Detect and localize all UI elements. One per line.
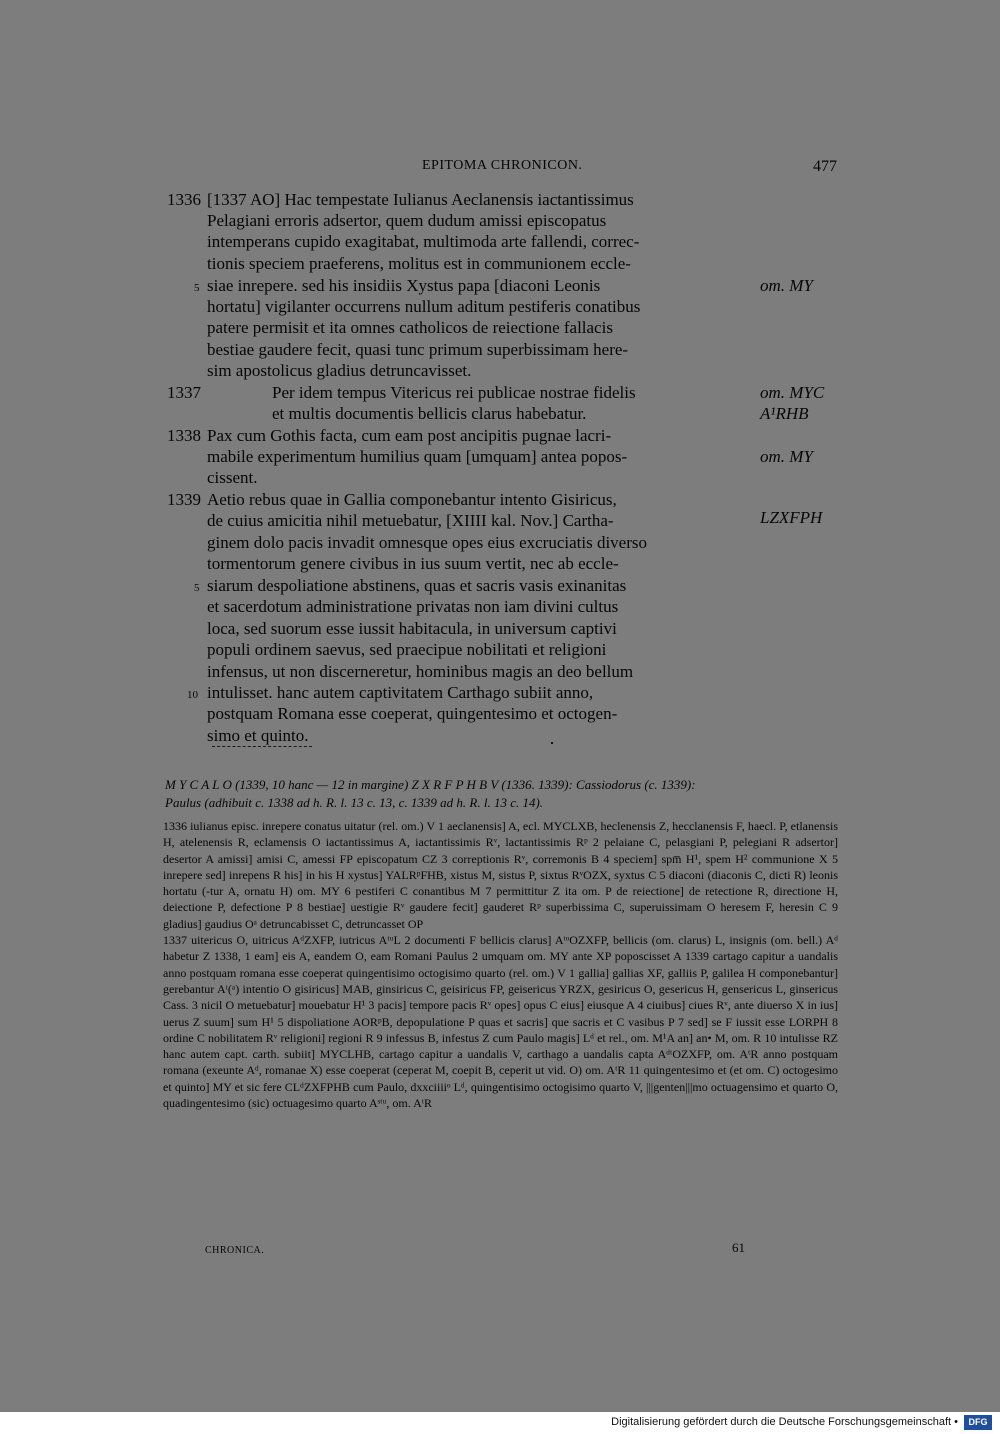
text-line: patere permisit et ita omnes catholicos de reiectione fallacis [207,318,613,337]
funding-notice: Digitalisierung gefördert durch die Deutsche Forschungsgemeinschaft • [611,1416,958,1428]
text-line: bestiae gaudere fecit, quasi tunc primum superbissimam here- [207,340,629,359]
text-line: sim apostolicus gladius detruncavisset. [207,361,472,380]
text-line: cissent. [207,468,258,487]
text-line: loca, sed suorum esse iussit habitacula, in universum captivi [207,619,617,638]
text-line: siarum despoliatione abstinens, quas et sacris vasis exinanitas [207,576,627,595]
dfg-logo-icon: DFG [964,1415,992,1430]
line-marker: 5 [194,582,200,594]
apparatus-paragraph: 1336 iulianus episc. inrepere conatus uitatur (rel. om.) V 1 aeclanensis] A, ecl. MYCLXB, heclenensis Z, hecclanensis F, haecl. P, etlanensis H, atelenensis R, eclamensis O iactantissimus A, iactantissimis Rᵛ, lactantissimis Rᵖ 2 pelaiane C, pelasgiani P, pelegiani R adsertor] desertor A amissi] amisi C, amessi FP episcopatum CZ 3 correptionis Rᵛ, corremonis B 4 speciem] spm̅ H¹, spem H² communione X 5 inrepere sed] inrepens R his] in his H xystus] YALRᵖFHB, xistus M, sistus P, sixtus RᵛOZX, syxtus C 5 diaconi (diaconis C, dicti R) leonis hortatu (-tur A, ornatu H) om. MY 6 pestiferi C conantibus M 7 permittitur Z ita om. P de reiectione] de retectione R, directione H, deiectione P, defectione P 8 bestiae] uestigie Rᵛ gaudere fecit] gauderet Rᵖ superbissima C, superuissimam O heresem F, heresin C 9 gladius] gaudius Oᵃ detruncabisset C, detruncasset OP [163,819,838,931]
line-marker: 10 [187,689,198,701]
margin-note: om. MY [760,447,813,466]
text-line: de cuius amicitia nihil metuebatur, [XIIII kal. Nov.] Cartha- [207,511,614,530]
entry-number: 1339 [167,490,201,509]
section-rule [212,746,312,747]
sources-line: M Y C A L O (1339, 10 hanc — 12 in margine) Z X R F P H B V (1336. 1339): Cassiodorus (c. 1339): [165,777,696,792]
entry-number: 1336 [167,190,201,209]
text-line: siae inrepere. sed his insidiis Xystus papa [diaconi Leonis [207,276,601,295]
text-line: Aetio rebus quae in Gallia componebantur intento Gisiricus, [207,490,617,509]
text-line: Per idem tempus Vitericus rei publicae nostrae fidelis [272,383,636,402]
signature-mark: CHRONICA. [205,1245,265,1256]
text-line: et multis documentis bellicis clarus habebatur. [272,404,587,423]
margin-note: LZXFPH [760,508,823,527]
text-line: hortatu] vigilanter occurrens nullum aditum pestiferis conatibus [207,297,641,316]
apparatus-paragraph: 1337 uitericus O, uitricus AᵈZXFP, iutricus AᵗᵘL 2 documenti F bellicis clarus] AᵗᵒOZXFP, bellicis (om. clarus) L, insignis (om. bell.) Aᵈ habetur Z 1338, 1 eam] eis A, eandem O, eam Romani Paulus 2 umquam om. MY ante XP poposcisset A 1339 cartago capitur a uandalis anno postquam romana esse coeperat quingentisimo octogisimo quarto (rel. om.) V 1 gallia] gallias XF, galliis P, galilea H componebantur] gerebantur Aᵗ(ᵃ) intentio O gisiricus] MAB, ginsiricus C, geisiricus FP, geisericus YRZX, gesiricus O, gesericus H, gensericus L, ginsericus Cass. 3 nicil O metuebatur] mouebatur H¹ 3 pacis] tempore pacis Rᵛ opes] opus C eius] eiusque A 4 ciuibus] ciues Rᵛ, ante diuerso X in ius] uerus Z suum] sum H¹ 5 dispoliatione AORᵖB, depopulatione P quas et sacris] que sacris et C vasibus P 7 sed] se F iussit esse LORPH 8 ordine C nobilitatem Rᵛ religioni] regioni R 9 infessus B, infestus Z cum Paulo magis] Lᵈ et rel., om. M¹A an] an• M, om. R 10 intulisse RZ hanc autem capt. carth. subiit] MYCLHB, cartago capitur a uandalis V, carthago a uandalis capta AᵈᵗOZXFP, om. AᵗR anno postquam romana (exeunte Aᵈ, romanae X) esse coeperat (ceperat M, coepit B, ceperit ut vid. O) om. AᵗR 11 quingentesimo et (et om. C) octogesimo et quinto] MY et sic fere CLᵈZXFPHB cum Paulo, dxxciiiiᵒ Lᵈ, quingentisimo octogisimo quarto V, |||genten|||mo octuagensimo et quarto O, quadingentesimo (sic) octuagesimo quarto Aˢᵗᵘ, om. AᵗR [163,933,838,1111]
text-line: mabile experimentum humilius quam [umquam] antea popos- [207,447,628,466]
text-line: tormentorum genere civibus in ius suum vertit, nec ab eccle- [207,554,619,573]
line-marker: 5 [194,282,200,294]
text-line: Pax cum Gothis facta, cum eam post ancipitis pugnae lacri- [207,426,612,445]
text-line: [1337 AO] Hac tempestate Iulianus Aeclanensis iactantissimus [207,190,634,209]
running-title: EPITOMA CHRONICON. [422,158,583,173]
text-line: postquam Romana esse coeperat, quingentesimo et octogen- [207,704,618,723]
margin-note: om. MYC [760,383,825,402]
text-line: et sacerdotum administratione privatas non iam divini cultus [207,597,619,616]
text-line: infensus, ut non discerneretur, hominibus magis an deo bellum [207,662,634,681]
text-line: intemperans cupido exagitabat, multimoda arte fallendi, correc- [207,232,640,251]
text-line: tionis speciem praeferens, molitus est in communionem eccle- [207,254,631,273]
entry-number: 1338 [167,426,201,445]
sources-line: Paulus (adhibuit c. 1338 ad h. R. l. 13 c. 13, c. 1339 ad h. R. l. 13 c. 14). [165,795,544,810]
sources-note [165,776,837,812]
sheet-number: 61 [732,1240,745,1255]
page-number: 477 [813,158,837,175]
margin-note: om. MY [760,276,813,295]
text-line: populi ordinem saevus, sed praecipue nobilitati et religioni [207,640,607,659]
text-line: ginem dolo pacis invadit omnesque opes eius excruciatis diverso [207,533,648,552]
footer-bar [0,1412,1000,1434]
margin-note: A¹RHB [760,404,809,423]
print-speck [551,742,553,744]
text-line: Pelagiani erroris adsertor, quem dudum amissi episcopatus [207,211,607,230]
entry-number: 1337 [167,383,201,402]
text-line: simo et quinto. [207,726,309,745]
critical-apparatus [163,818,838,1111]
text-line: intulisset. hanc autem captivitatem Carthago subiit anno, [207,683,594,702]
